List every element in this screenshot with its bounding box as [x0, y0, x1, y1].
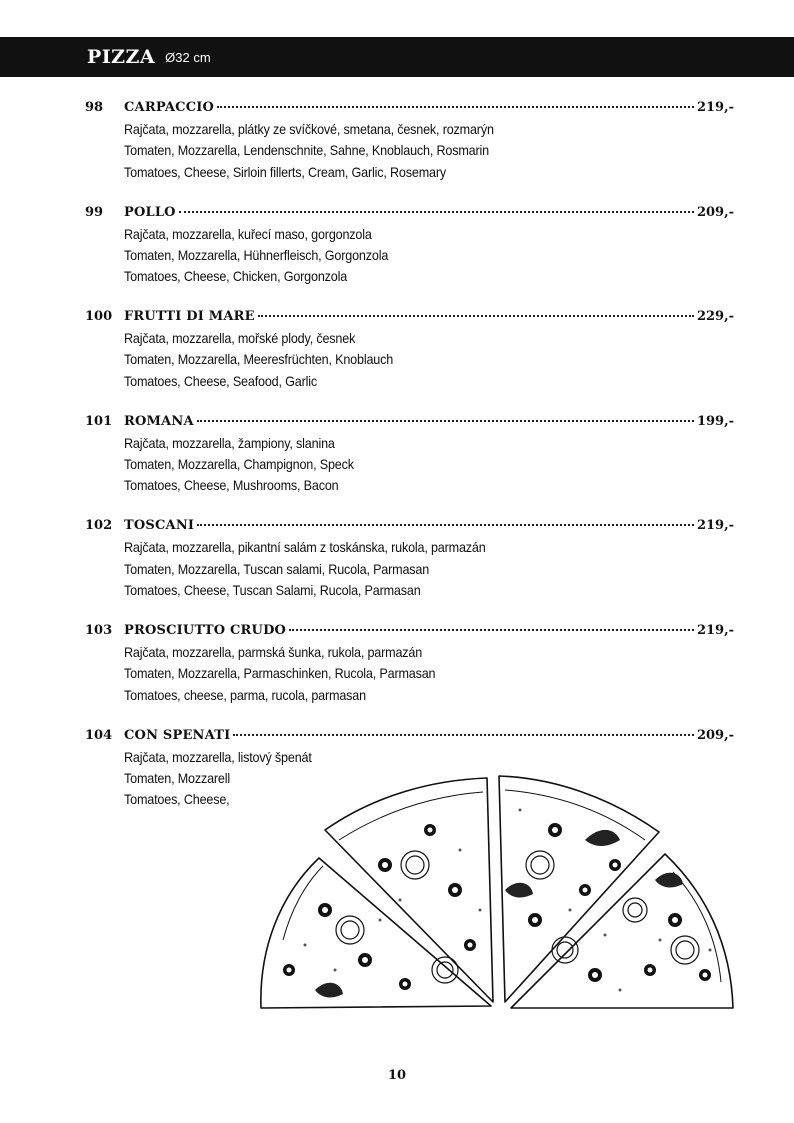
item-price: 219,-: [696, 100, 734, 115]
menu-item: [85, 205, 734, 310]
item-title-row: [85, 518, 734, 537]
header-bar: [0, 37, 794, 77]
item-title-row: [85, 414, 734, 433]
pizza-slices-icon: [255, 770, 745, 1020]
desc-de: Tomaten, Mozzarella, Parmaschinken, Rucola, Parmasan: [124, 665, 436, 682]
menu-item: [85, 518, 734, 623]
desc-de: Tomaten, Mozzarella, Champignon, Speck: [124, 456, 354, 473]
item-name: CARPACCIO: [124, 100, 215, 115]
dot-leader: [197, 524, 694, 526]
item-price: 219,-: [696, 518, 734, 534]
menu-item: [85, 100, 734, 205]
desc-de: Tomaten, Mozzarell: [124, 769, 231, 786]
item-number: 99: [85, 204, 104, 220]
desc-cz: Rajčata, mozzarella, listový špenát: [124, 748, 312, 765]
menu-item: [85, 309, 734, 414]
desc-de: Tomaten, Mozzarella, Tuscan salami, Rucola, Parmasan: [124, 560, 430, 577]
item-title-row: [85, 205, 734, 224]
item-price: 209,-: [696, 204, 734, 220]
item-name: PROSCIUTTO CRUDO: [124, 622, 287, 638]
dot-leader: [258, 315, 694, 317]
item-number: 101: [85, 413, 113, 429]
dot-leader: [197, 420, 694, 422]
desc-en: Tomatoes, Cheese, Sirloin fillerts, Cream, Garlic, Rosemary: [124, 163, 446, 180]
item-price: 199,-: [696, 413, 734, 429]
item-number: 103: [85, 622, 113, 638]
desc-en: Tomatoes, Cheese, Seafood, Garlic: [124, 372, 317, 389]
dot-leader: [289, 629, 694, 631]
desc-de: Tomaten, Mozzarella, Hühnerfleisch, Gorgonzola: [124, 246, 389, 263]
item-name: ROMANA: [124, 413, 194, 429]
desc-cz: Rajčata, mozzarella, žampiony, slanina: [124, 434, 335, 451]
desc-en: Tomatoes, Cheese, Chicken, Gorgonzola: [124, 268, 348, 285]
desc-de: Tomaten, Mozzarella, Lendenschnite, Sahne, Knoblauch, Rosmarin: [124, 142, 489, 159]
item-number: 98: [85, 100, 104, 115]
desc-cz: Rajčata, mozzarella, mořské plody, česnek: [124, 330, 356, 347]
dot-leader: [233, 734, 694, 736]
desc-cz: Rajčata, mozzarella, plátky ze svíčkové, smetana, česnek, rozmarýn: [124, 121, 494, 137]
item-number: 100: [85, 309, 113, 325]
desc-en: Tomatoes, Cheese, Mushrooms, Bacon: [124, 477, 339, 494]
item-name: POLLO: [124, 204, 176, 220]
item-price: 209,-: [696, 727, 734, 743]
item-title-row: [85, 623, 734, 642]
page-number: 10: [387, 1068, 407, 1083]
pizza-size: Ø32 cm: [165, 49, 211, 65]
desc-de: Tomaten, Mozzarella, Meeresfrüchten, Knoblauch: [124, 351, 394, 368]
item-title-row: [85, 309, 734, 328]
item-name: CON SPENATI: [124, 727, 231, 743]
item-title-row: [85, 728, 734, 747]
item-price: 219,-: [696, 622, 734, 638]
desc-en: Tomatoes, Cheese, Tuscan Salami, Rucola, Parmasan: [124, 581, 421, 598]
menu-item: [85, 414, 734, 519]
desc-cz: Rajčata, mozzarella, parmská šunka, rukola, parmazán: [124, 643, 423, 660]
item-name: TOSCANI: [124, 518, 195, 534]
menu-item: [85, 623, 734, 728]
item-price: 229,-: [696, 309, 734, 325]
item-number: 102: [85, 518, 113, 534]
item-name: FRUTTI DI MARE: [124, 309, 255, 325]
desc-en: Tomatoes, cheese, parma, rucola, parmasan: [124, 686, 366, 703]
desc-en: Tomatoes, Cheese,: [124, 791, 230, 808]
menu-list: [85, 100, 734, 832]
dot-leader: [217, 106, 694, 108]
item-number: 104: [85, 727, 113, 743]
desc-cz: Rajčata, mozzarella, pikantní salám z toskánska, rukola, parmazán: [124, 539, 486, 556]
page-title: PIZZA: [87, 46, 156, 68]
item-title-row: [85, 100, 734, 119]
desc-cz: Rajčata, mozzarella, kuřecí maso, gorgonzola: [124, 225, 372, 242]
dot-leader: [179, 211, 694, 213]
